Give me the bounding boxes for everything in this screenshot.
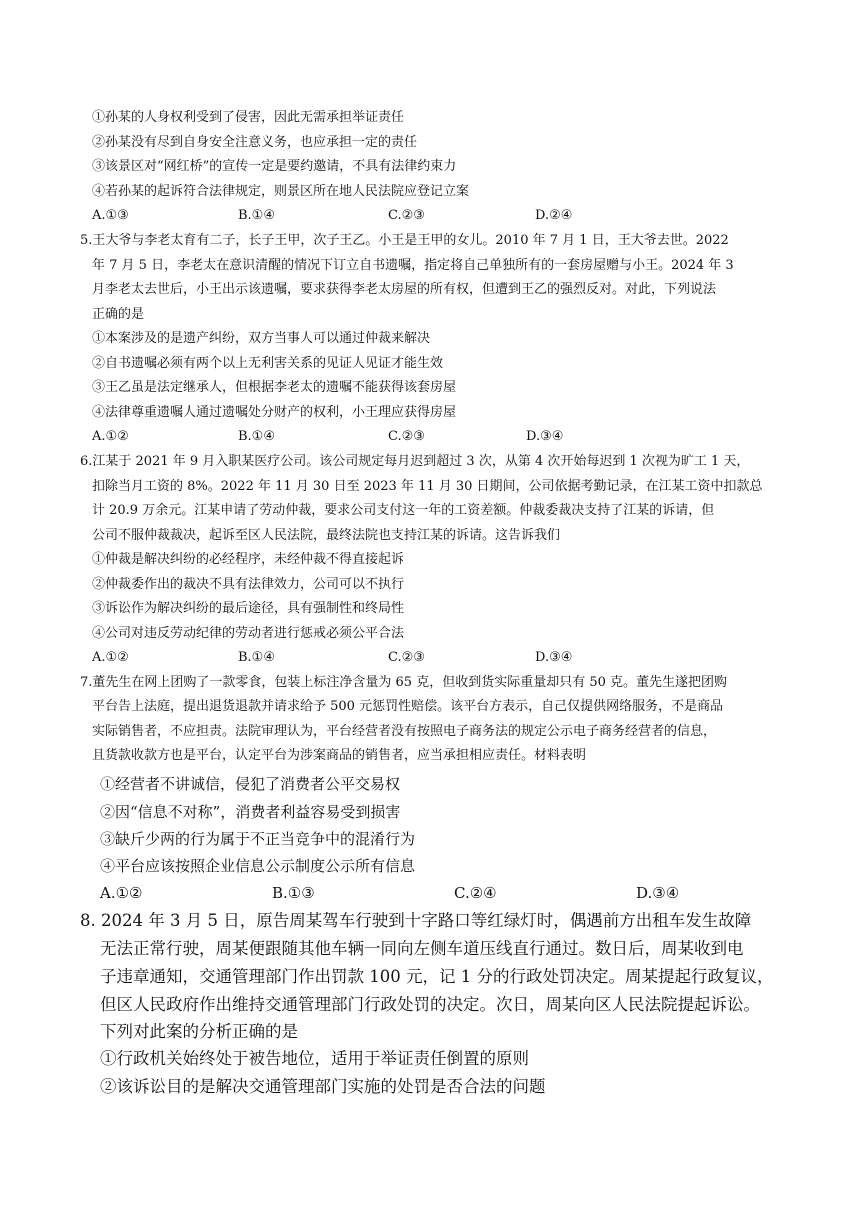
- q8-item-1: ①行政机关始终处于被告地位，适用于举证责任倒置的原则: [100, 1049, 529, 1068]
- q4-item-2: ②孙某没有尽到自身安全注意义务，也应承担一定的责任: [92, 135, 418, 150]
- q6-item-4: ④公司对违反劳动纪律的劳动者进行惩戒必须公平合法: [92, 626, 405, 641]
- q7-item-2: ②因“信息不对称”，消费者利益容易受到损害: [100, 803, 401, 821]
- q7-choice-a: A.①②: [100, 884, 143, 902]
- q5-item-3: ③王乙虽是法定继承人，但根据李老太的遗嘱不能获得该套房屋: [92, 380, 457, 395]
- q8-stem-line-1: 8. 2024 年 3 月 5 日，原告周某驾车行驶到十字路口等红绿灯时，偶遇前方出租车发生故障: [80, 911, 752, 930]
- q6-item-3: ③诉讼作为解决纠纷的最后途径，具有强制性和终局性: [92, 601, 405, 616]
- q8-stem-line-3: 子违章通知，交通管理部门作出罚款 100 元，记 1 分的行政处罚决定。周某提起行政复议，: [100, 967, 774, 986]
- q6-choice-d: D.③④: [535, 650, 573, 665]
- q4-choice-c: C.②③: [388, 208, 425, 223]
- q7-stem-line-1: 7.董先生在网上团购了一款零食，包装上标注净含量为 65 克，但收到货实际重量却只有 50 克。董先生遂把团购: [80, 675, 728, 690]
- q4-item-4: ④若孙某的起诉符合法律规定，则景区所在地人民法院应登记立案: [92, 184, 470, 199]
- q5-choice-b: B.①④: [238, 429, 275, 444]
- q6-stem-line-4: 公司不服仲裁裁决，起诉至区人民法院，最终法院也支持江某的诉请。这告诉我们: [92, 528, 561, 543]
- q7-choice-c: C.②④: [454, 884, 497, 902]
- q5-stem-line-3: 月李老太去世后，小王出示该遗嘱，要求获得李老太房屋的所有权，但遭到王乙的强烈反对。对此，下列说法: [92, 282, 717, 297]
- q7-item-1: ①经营者不讲诚信，侵犯了消费者公平交易权: [100, 775, 401, 793]
- q7-item-4: ④平台应该按照企业信息公示制度公示所有信息: [100, 857, 416, 875]
- q6-choice-c: C.②③: [388, 650, 425, 665]
- q4-choice-d: D.②④: [535, 208, 573, 223]
- q8-item-2: ②该诉讼目的是解决交通管理部门实施的处罚是否合法的问题: [100, 1077, 546, 1096]
- q6-item-2: ②仲裁委作出的裁决不具有法律效力，公司可以不执行: [92, 577, 405, 592]
- q6-choice-b: B.①④: [238, 650, 275, 665]
- q5-stem-line-1: 5.王大爷与李老太育有二子，长子王甲，次子王乙。小王是王甲的女儿。2010 年 7 月 1 日，王大爷去世。2022: [80, 233, 729, 248]
- q7-stem-line-4: 且货款收款方也是平台，认定平台为涉案商品的销售者，应当承担相应责任。材料表明: [92, 748, 587, 763]
- q5-choice-c: C.②③: [388, 429, 425, 444]
- q6-stem-line-3: 计 20.9 万余元。江某申请了劳动仲裁，要求公司支付这一年的工资差额。仲裁委裁决支持了江某的诉请，但: [92, 503, 715, 518]
- q5-stem-line-4: 正确的是: [92, 307, 145, 322]
- q7-stem-line-2: 平台告上法庭，提出退货退款并请求给予 500 元惩罚性赔偿。该平台方表示，自己仅提供网络服务，不是商品: [92, 699, 724, 714]
- q8-stem-line-5: 下列对此案的分析正确的是: [100, 1022, 298, 1041]
- q5-choice-d: D.③④: [526, 429, 564, 444]
- q5-item-2: ②自书遗嘱必须有两个以上无利害关系的见证人见证才能生效: [92, 356, 444, 371]
- q7-item-3: ③缺斤少两的行为属于不正当竞争中的混淆行为: [100, 830, 416, 848]
- q6-item-1: ①仲裁是解决纠纷的必经程序，未经仲裁不得直接起诉: [92, 552, 405, 567]
- q5-stem-line-2: 年 7 月 5 日，李老太在意识清醒的情况下订立自书遗嘱，指定将自己单独所有的一套房屋赠与小王。2024 年 3: [92, 258, 734, 273]
- q4-item-1: ①孙某的人身权利受到了侵害，因此无需承担举证责任: [92, 110, 405, 125]
- q8-stem-line-2: 无法正常行驶，周某便跟随其他车辆一同向左侧车道压线直行通过。数日后，周某收到电: [100, 939, 744, 958]
- q7-stem-line-3: 实际销售者，不应担责。法院审理认为，平台经营者没有按照电子商务法的规定公示电子商务经营者的信息，: [92, 724, 717, 739]
- q4-choice-a: A.①③: [92, 208, 129, 223]
- q6-choice-a: A.①②: [92, 650, 129, 665]
- q5-item-4: ④法律尊重遗嘱人通过遗嘱处分财产的权利，小王理应获得房屋: [92, 405, 457, 420]
- q6-stem-line-1: 6.江某于 2021 年 9 月入职某医疗公司。该公司规定每月迟到超过 3 次，从第 4 次开始每迟到 1 次视为旷工 1 天，: [80, 454, 750, 469]
- q5-choice-a: A.①②: [92, 429, 129, 444]
- q8-stem-line-4: 但区人民政府作出维持交通管理部门行政处罚的决定。次日，周某向区人民法院提起诉讼。: [100, 995, 760, 1014]
- q7-choice-d: D.③④: [636, 884, 680, 902]
- q4-choice-b: B.①④: [238, 208, 275, 223]
- q4-item-3: ③该景区对“网红桥”的宣传一定是要约邀请，不具有法律约束力: [92, 159, 457, 174]
- q5-item-1: ①本案涉及的是遗产纠纷，双方当事人可以通过仲裁来解决: [92, 331, 431, 346]
- q6-stem-line-2: 扣除当月工资的 8%。2022 年 11 月 30 日至 2023 年 11 月 30 日期间，公司依据考勤记录，在江某工资中扣款总: [92, 479, 763, 494]
- q7-choice-b: B.①③: [272, 884, 315, 902]
